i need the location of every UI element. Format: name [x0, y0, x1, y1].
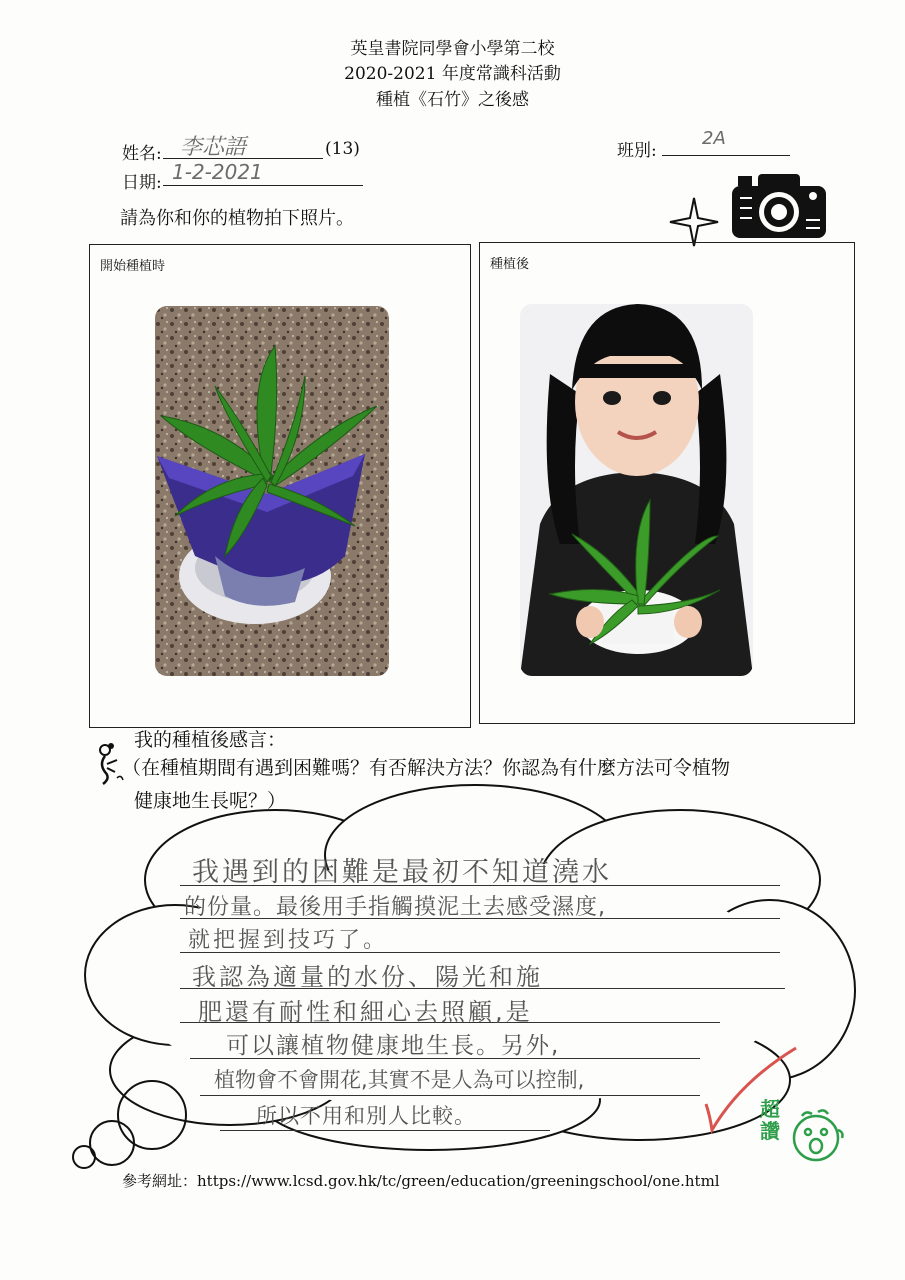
photo-box-start-label: 開始種植時: [100, 259, 166, 274]
answer-line-5: 肥還有耐性和細心去照顧,是: [198, 998, 533, 1026]
date-value: 1-2-2021: [172, 160, 263, 184]
reflection-question-line1: （在種植期間有遇到困難嗎？有否解決方法？你認為有什麼方法可令植物: [122, 757, 731, 779]
student-number: (13): [325, 139, 360, 159]
class-value: 2A: [702, 128, 726, 149]
reference-link[interactable]: https://www.lcsd.gov.hk/tc/green/education/greeningschool/one.html: [197, 1172, 720, 1190]
name-value: 李芯語: [180, 135, 247, 160]
reflection-heading: 我的種植後感言：: [134, 729, 287, 751]
smiley-stamp-icon: [788, 1108, 848, 1166]
reference-label: 參考網址：: [122, 1172, 198, 1190]
answer-line-2: 的份量。最後用手指觸摸泥土去感受濕度,: [184, 895, 606, 920]
activity-topic: 種植《石竹》之後感: [376, 90, 529, 110]
stamp-text: 超讚: [760, 1097, 780, 1143]
answer-line-8: 所以不用和別人比較。: [256, 1104, 476, 1128]
answer-line-3: 就把握到技巧了。: [188, 928, 389, 953]
photo-box-after-label: 種植後: [490, 257, 530, 272]
answer-line-7: 植物會不會開花,其實不是人為可以控制,: [214, 1068, 585, 1092]
reflection-question-line2: 健康地生長呢？）: [134, 790, 287, 812]
answer-line-1: 我遇到的困難是最初不知道澆水: [192, 857, 612, 888]
date-label: 日期:: [122, 173, 162, 193]
reference-line: [122, 1170, 720, 1191]
answer-line-4: 我認為適量的水份、陽光和施: [192, 963, 543, 991]
school-name: 英皇書院同學會小學第二校: [350, 39, 555, 59]
photo-instruction: 請為你和你的植物拍下照片。: [120, 208, 354, 229]
class-label: 班別:: [617, 141, 657, 161]
name-label: 姓名:: [122, 144, 162, 164]
answer-line-6: 可以讓植物健康地生長。另外,: [226, 1033, 561, 1059]
activity-year: 2020-2021 年度常識科活動: [344, 64, 561, 84]
